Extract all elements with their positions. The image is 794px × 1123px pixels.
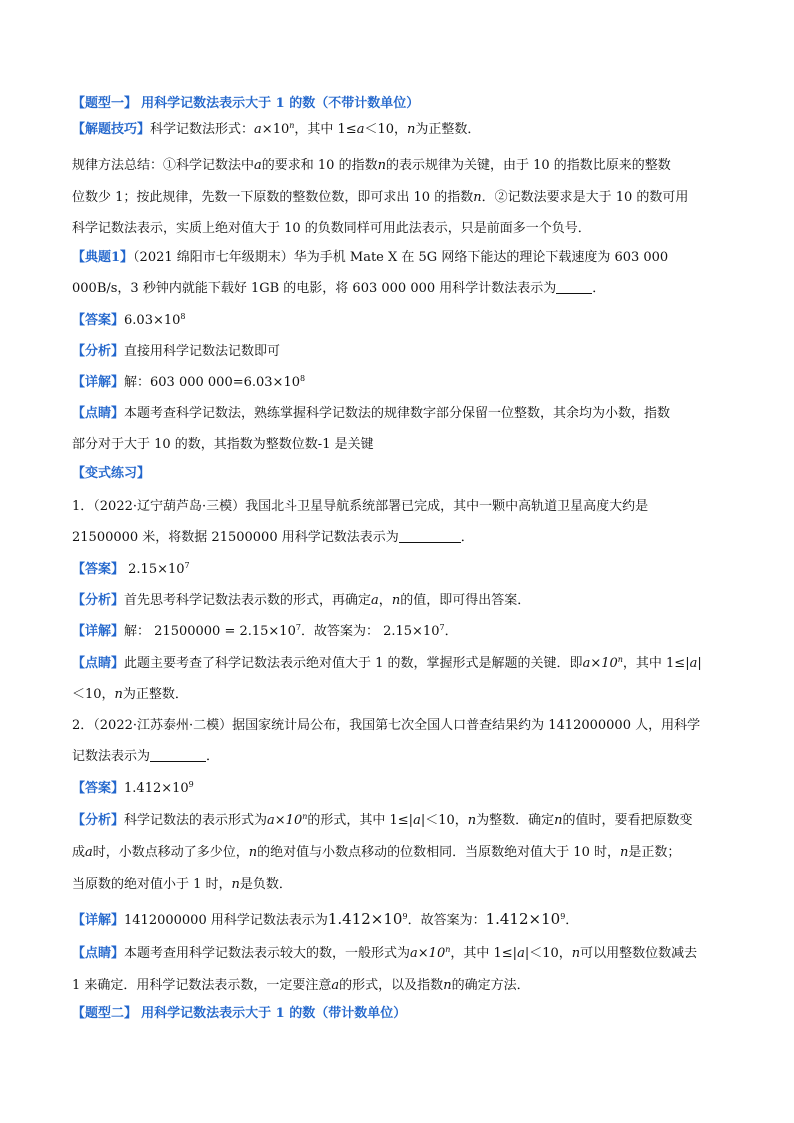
comment-var: n xyxy=(571,946,581,961)
comment-text: 此题主要考查了科学记数法表示绝对值大于 1 的数，掌握形式是解题的关键．即 xyxy=(124,656,583,671)
analysis-var: n xyxy=(467,813,477,828)
comment-text: |＜10， xyxy=(524,946,572,961)
rule-text: ．②记数法要求是大于 10 的数可用 xyxy=(481,190,689,205)
detail-formula: 1.412×10 xyxy=(485,910,561,928)
q2-comment-line1 xyxy=(72,944,697,964)
comment-formula: a×10 xyxy=(410,946,446,961)
section1-title: 用科学记数法表示大于 1 的数（不带计数单位） xyxy=(141,96,420,111)
detail-exp: 7 xyxy=(295,623,301,632)
comment-text: 为正整数． xyxy=(122,687,188,702)
q1-line2 xyxy=(72,528,474,548)
example1-comment-line2 xyxy=(72,435,374,455)
q2-answer xyxy=(72,779,194,799)
comment-text: | xyxy=(697,656,702,671)
analysis-text: 首先思考科学记数法表示数的形式，再确定 xyxy=(124,593,372,608)
comment-text: 部分对于大于 10 的数，其指数为整数位数-1 是关键 xyxy=(72,437,374,452)
section1-tag: 【题型一】 xyxy=(72,96,138,111)
tip-line xyxy=(72,120,480,140)
comment-text: ，其中 1≤| xyxy=(622,656,690,671)
example1-analysis xyxy=(72,342,280,362)
comment-tag: 【点睛】 xyxy=(72,656,125,671)
comment-text: ，其中 1≤| xyxy=(450,946,518,961)
detail-text: ．故答案为： xyxy=(407,913,486,928)
answer-value: 1.412×10 xyxy=(124,781,189,796)
analysis-text: 成 xyxy=(72,845,86,860)
analysis-text: 是负数． xyxy=(239,877,292,892)
tip-var-n: n xyxy=(407,122,416,137)
example1-text: 000B/s，3 秒钟内就能下载好 1GB 的电影，将 603 000 000 用科学计数法表示为 xyxy=(72,281,557,296)
q2-detail xyxy=(72,909,578,931)
q2-line2 xyxy=(72,747,219,767)
analysis-text: 直接用科学记数法记数即可 xyxy=(124,344,281,359)
comment-tag: 【点睛】 xyxy=(72,406,125,421)
example1-comment-line1 xyxy=(72,404,670,424)
comment-text: 可以用整数位数减去 xyxy=(580,946,698,961)
answer-value: 6.03×10 xyxy=(124,313,181,328)
tip-formula-a: a xyxy=(254,122,262,137)
q1-text: ． xyxy=(460,530,474,545)
comment-text: 1 来确定．用科学记数法表示数，一定要注意 xyxy=(72,978,332,993)
q2-text: ． xyxy=(206,749,220,764)
analysis-text: 的形式，其中 1≤| xyxy=(307,813,414,828)
example1-line1 xyxy=(72,248,668,268)
detail-text: 解： 21500000 = 2.15×10 xyxy=(124,624,296,639)
analysis-text: 的值时，要看把原数变 xyxy=(562,813,693,828)
comment-var: a xyxy=(689,656,698,671)
answer-tag: 【答案】 xyxy=(72,781,125,796)
rule-text: 的要求和 10 的指数 xyxy=(261,158,378,173)
analysis-formula-exp: n xyxy=(302,812,308,821)
q1-text: 21500000 米，将数据 21500000 用科学记数法表示为 xyxy=(72,530,399,545)
rule-text: 规律方法总结：①科学记数法中 xyxy=(72,158,255,173)
comment-text: 本题考查科学记数法，熟练掌握科学记数法的规律数字部分保留一位整数，其余均为小数，指数 xyxy=(124,406,671,421)
example1-answer xyxy=(72,311,186,331)
q1-answer xyxy=(72,560,190,580)
rule-var-n: n xyxy=(377,158,386,173)
analysis-text: 当原数的绝对值小于 1 时， xyxy=(72,877,232,892)
analysis-var: n xyxy=(231,877,240,892)
q1-line1 xyxy=(72,497,648,517)
analysis-var: a xyxy=(371,593,379,608)
detail-exp: 9 xyxy=(560,912,566,921)
example1-line2 xyxy=(72,279,605,299)
tip-rule-line2 xyxy=(72,188,688,208)
analysis-var: a xyxy=(413,813,421,828)
detail-tag: 【详解】 xyxy=(72,375,125,390)
tip-formula-exp: n xyxy=(289,121,295,130)
answer-blank xyxy=(150,749,206,762)
q2-analysis-line1 xyxy=(72,811,693,831)
q2-text: 2．（2022·江苏泰州·二模）据国家统计局公布，我国第七次全国人口普查结果约为 1412000000 人，用科学 xyxy=(72,718,701,733)
comment-formula-exp: n xyxy=(617,655,623,664)
comment-text: 本题考查用科学记数法表示较大的数，一般形式为 xyxy=(124,946,411,961)
rule-text: 的表示规律为关键，由于 10 的指数比原来的整数 xyxy=(385,158,671,173)
answer-exp: 7 xyxy=(184,561,190,570)
rule-text: 科学记数法表示，实质上绝对值大于 10 的负数同样可用此法表示，只是前面多一个负号． xyxy=(72,221,591,236)
example1-text: （2021 绵阳市七年级期末）华为手机 Mate X 在 5G 网络下能达的理论下载速度为 603 000 xyxy=(133,250,669,265)
detail-exp: 7 xyxy=(439,623,445,632)
detail-exp: 9 xyxy=(402,912,408,921)
analysis-text: |＜10， xyxy=(420,813,468,828)
analysis-text: ， xyxy=(378,593,392,608)
analysis-text: 的绝对值与小数点移动的位数相同．当原数绝对值大于 10 时， xyxy=(257,845,620,860)
q2-text: 记数法表示为 xyxy=(72,749,151,764)
detail-text: 1412000000 用科学记数法表示为 xyxy=(124,913,328,928)
detail-text: ． xyxy=(565,913,579,928)
tip-text-b: ，其中 1≤ xyxy=(294,122,357,137)
analysis-tag: 【分析】 xyxy=(72,344,125,359)
section1-heading xyxy=(72,94,419,114)
detail-formula: 1.412×10 xyxy=(327,910,403,928)
q1-analysis xyxy=(72,591,530,611)
answer-exp: 8 xyxy=(180,312,186,321)
q1-detail xyxy=(72,622,458,642)
q1-comment-line2 xyxy=(72,685,188,705)
practice-heading xyxy=(72,464,150,484)
comment-var: a xyxy=(331,978,340,993)
rule-text: 位数少 1；按此规律，先数一下原数的整数位数，即可求出 10 的指数 xyxy=(72,190,474,205)
tip-text-c: ＜10， xyxy=(364,122,407,137)
analysis-text: 科学记数法的表示形式为 xyxy=(124,813,268,828)
answer-exp: 9 xyxy=(188,780,194,789)
q2-analysis-line2 xyxy=(72,843,680,863)
comment-formula: a×10 xyxy=(582,656,618,671)
detail-tag: 【详解】 xyxy=(72,624,125,639)
answer-blank xyxy=(556,281,592,294)
analysis-tag: 【分析】 xyxy=(72,593,125,608)
analysis-formula: a×10 xyxy=(267,813,303,828)
detail-text: ．故答案为： 2.15×10 xyxy=(300,624,440,639)
answer-tag: 【答案】 xyxy=(72,313,125,328)
analysis-text: 为整数．确定 xyxy=(476,813,555,828)
practice-tag: 【变式练习】 xyxy=(72,466,151,481)
comment-var: n xyxy=(443,978,452,993)
rule-var-n: n xyxy=(473,190,482,205)
detail-text: ． xyxy=(444,624,458,639)
tip-rule-line3 xyxy=(72,219,591,239)
answer-blank xyxy=(399,530,461,543)
analysis-var: n xyxy=(391,593,401,608)
q1-text: 1．（2022·辽宁葫芦岛·三模）我国北斗卫星导航系统部署已完成，其中一颗中高轨道卫星高度大约是 xyxy=(72,499,649,514)
tip-tag: 【解题技巧】 xyxy=(72,122,151,137)
tip-var-a: a xyxy=(356,122,365,137)
tip-formula-base: ×10 xyxy=(261,122,290,137)
section2-title: 用科学记数法表示大于 1 的数（带计数单位） xyxy=(141,1006,407,1021)
answer-value: 2.15×10 xyxy=(128,562,185,577)
section2-heading xyxy=(72,1004,406,1024)
comment-var: n xyxy=(114,687,123,702)
tip-text-d: 为正整数． xyxy=(415,122,481,137)
analysis-var: n xyxy=(248,845,258,860)
section2-tag: 【题型二】 xyxy=(72,1006,138,1021)
rule-var-a: a xyxy=(254,158,262,173)
example1-text: ． xyxy=(592,281,606,296)
analysis-tag: 【分析】 xyxy=(72,813,125,828)
q2-line1 xyxy=(72,716,700,736)
analysis-var: a xyxy=(85,845,93,860)
analysis-var: n xyxy=(619,845,629,860)
comment-formula-exp: n xyxy=(445,945,451,954)
tip-text: 科学记数法形式： xyxy=(150,122,255,137)
analysis-var: n xyxy=(554,813,563,828)
tip-rule-line1 xyxy=(72,156,671,176)
example1-detail xyxy=(72,373,305,393)
comment-var: a xyxy=(517,946,525,961)
detail-text: 解：603 000 000=6.03×10 xyxy=(124,375,300,390)
comment-text: ＜10， xyxy=(72,687,115,702)
comment-text: 的形式，以及指数 xyxy=(339,978,444,993)
q2-comment-line2 xyxy=(72,976,530,996)
q2-analysis-line3 xyxy=(72,875,292,895)
analysis-text: 是正数； xyxy=(628,845,681,860)
analysis-text: 的值，即可得出答案． xyxy=(400,593,531,608)
detail-exp: 8 xyxy=(300,374,306,383)
q1-comment-line1 xyxy=(72,654,702,674)
detail-tag: 【详解】 xyxy=(72,913,125,928)
analysis-text: 时，小数点移动了多少位， xyxy=(92,845,249,860)
answer-tag: 【答案】 xyxy=(72,562,125,577)
comment-text: 的确定方法． xyxy=(451,978,530,993)
comment-tag: 【点睛】 xyxy=(72,946,125,961)
example1-tag: 【典题1】 xyxy=(72,250,134,265)
